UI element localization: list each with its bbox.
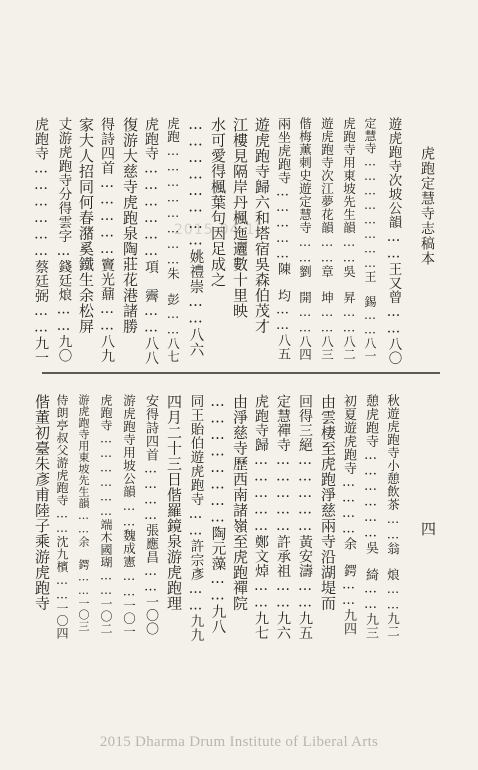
toc-entry: 由雲棲至虎跑淨慈兩寺沿湖堤而 (319, 394, 337, 611)
toc-entry: 兩坐虎跑寺……………陳 均……八五 (275, 117, 290, 361)
toc-entry: 定慧禪寺……………許承祖……九六 (275, 394, 291, 640)
footer-watermark: 2015 Dharma Drum Institute of Liberal Arts (99, 734, 379, 750)
toc-entry: 虎跑……………………朱 彭……八七 (165, 117, 181, 363)
toc-entry: 憩虎跑寺………………吳 綺……九三 (363, 394, 378, 640)
toc-entry: 遊虎跑寺次坡公韻……王又曾……八〇 (385, 117, 402, 365)
toc-entry: 得詩四首……………竇光鼐……八九 (99, 117, 115, 363)
toc-entry: 游虎跑寺用坡公韻……魏成憲……一〇一 (121, 394, 137, 638)
toc-entry: 虎跑寺用東坡先生韻……吳 昇……八二 (341, 117, 357, 361)
section-divider (42, 372, 440, 374)
toc-entry: 虎跑寺………………蔡廷弼……九一 (33, 117, 49, 365)
toc-entry: 同王貽伯遊虎跑寺……許宗彥……九九 (187, 394, 204, 642)
toc-entry: 偕董初臺朱彥甫陸子乘游虎跑寺 (33, 394, 51, 611)
toc-entry: 復游大慈寺虎跑泉陶莊花港諸勝 (121, 117, 139, 334)
book-title-header: 虎跑定慧寺志稿本 (419, 146, 435, 266)
page-number: 四 (419, 521, 437, 537)
toc-entry: 定慧寺……………………王 錫……八一 (363, 117, 377, 362)
toc-entry: 虎跑寺………………項 霽……八八 (143, 117, 159, 365)
toc-entry: 由淨慈寺歷西南諸嶺至虎跑禪院 (231, 394, 249, 611)
toc-entry: 初夏遊虎跑寺…………余 鍔……九四 (341, 394, 356, 636)
toc-entry: 江樓見隔岸丹楓迤邐數十里映 (231, 117, 249, 319)
toc-entry: 秋遊虎跑寺小憩飲茶……翁 烺……九二 (385, 394, 401, 638)
toc-entry: 游虎跑寺用東坡先生韻……余 鍔……一〇三 (77, 394, 90, 632)
toc-entry: 丈游虎跑寺分得雲字…錢廷烺……九〇 (55, 117, 72, 363)
watermark-date: 2015-04-15 (174, 222, 266, 238)
toc-entry: 水可愛得楓葉句因足成之 (209, 117, 227, 288)
toc-entry: 安得詩四首…………張應昌……一〇〇 (143, 394, 158, 636)
toc-entry: ……………………姚禮崇……八六 (187, 117, 204, 357)
toc-entry: 偕梅薰刺史遊定慧寺……劉 開……八四 (297, 117, 313, 361)
toc-entry: 遊虎跑寺歸六和塔宿吳森伯茂才 (253, 117, 271, 334)
toc-entry: 四月二十三日偕羅鏡泉游虎跑理 (165, 394, 183, 611)
toc-entry: ……………………陶元藻……九八 (209, 394, 226, 634)
toc-entry: 虎跑寺歸……………鄭文焯……九七 (253, 394, 269, 640)
toc-entry: 家大人招同何春潴奚鐵生余松屏 (77, 117, 95, 334)
toc-entry: 侍朗亭叔父游虎跑寺……沈九檳……一〇四 (55, 394, 69, 640)
toc-entry: 虎跑寺………………端木國瑚……一〇二 (99, 394, 113, 635)
toc-entry: 回得三絕……………黃安濤……九五 (297, 394, 313, 640)
toc-entry: 遊虎跑寺次江夢花韻……章 坤……八三 (319, 117, 335, 361)
